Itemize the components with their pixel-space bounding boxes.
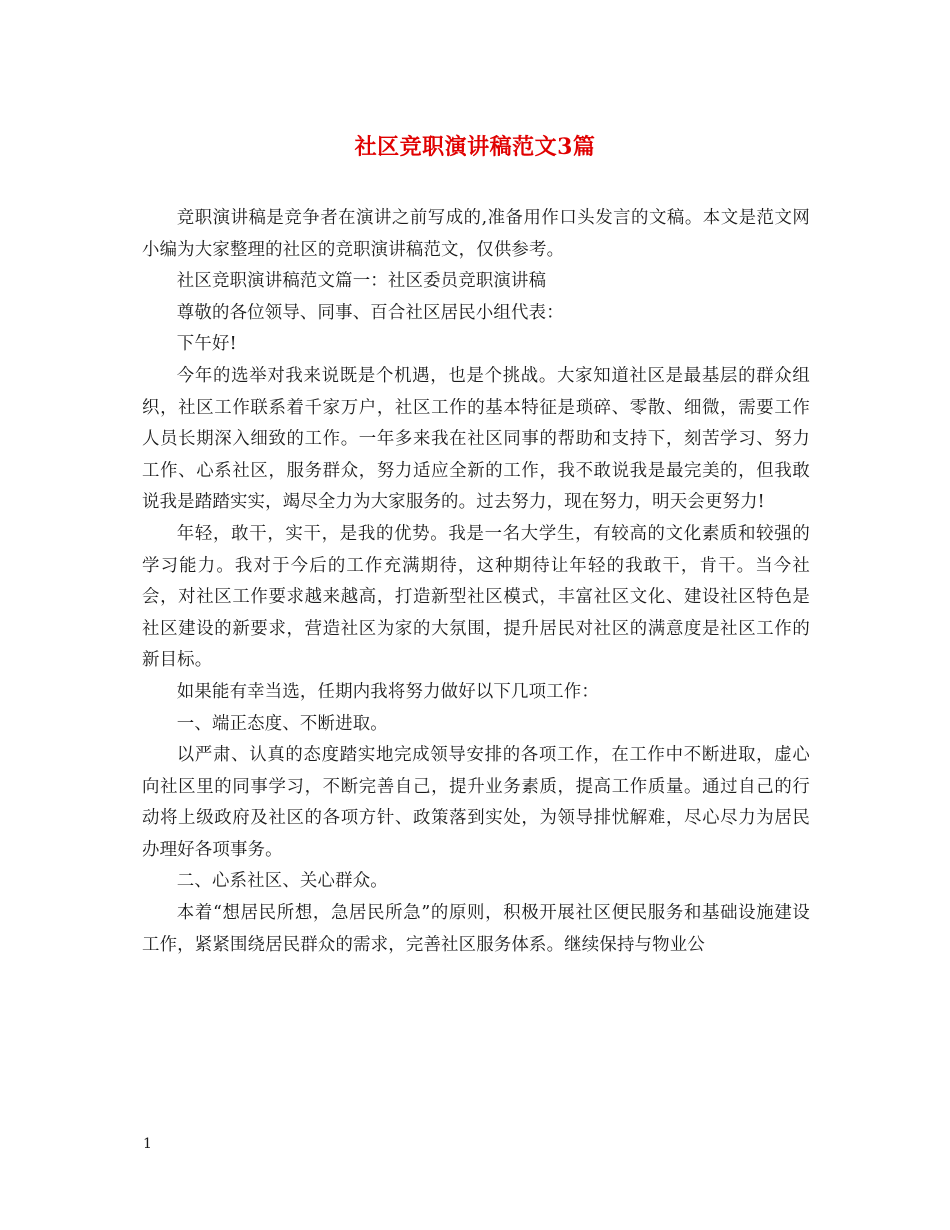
paragraph-point-two-heading: 二、心系社区、关心群众。 [176, 871, 388, 892]
document-body [142, 203, 810, 961]
page-number: 1 [143, 1136, 152, 1152]
paragraph-salutation: 尊敬的各位领导、同事、百合社区居民小组代表： [176, 302, 564, 323]
paragraph-intro: 竞职演讲稿是竞争者在演讲之前写成的,准备用作口头发言的文稿。本文是范文网小编为大家整理的社区的竞职演讲稿范文，仅供参考。 [142, 208, 810, 260]
paragraph-section-heading: 社区竞职演讲稿范文篇一：社区委员竞职演讲稿 [176, 271, 547, 292]
paragraph-advantages: 年轻，敢干，实干，是我的优势。我是一名大学生，有较高的文化素质和较强的学习能力。我对于今后的工作充满期待，这种期待让年轻的我敢干，肯干。当今社会，对社区工作要求越来越高，打造新型社区模式，丰富社区文化、建设社区特色是社区建设的新要求，营造社区为家的大氛围，提升居民对社区的满意度是社区工作的新目标。 [142, 523, 810, 671]
document-title: 社区竞职演讲稿范文3篇 [354, 134, 596, 160]
paragraph-plan-intro: 如果能有幸当选，任期内我将努力做好以下几项工作： [176, 681, 599, 702]
paragraph-election: 今年的选举对我来说既是个机遇，也是个挑战。大家知道社区是最基层的群众组织，社区工作联系着千家万户，社区工作的基本特征是琐碎、零散、细微，需要工作人员长期深入细致的工作。一年多来我在社区同事的帮助和支持下，刻苦学习、努力工作、心系社区，服务群众，努力适应全新的工作，我不敢说我是最完美的，但我敢说我是踏踏实实，竭尽全力为大家服务的。过去努力，现在努力，明天会更努力! [142, 365, 810, 513]
paragraph-point-one-heading: 一、端正态度、不断进取。 [176, 713, 388, 734]
paragraph-greeting: 下午好! [176, 334, 237, 355]
paragraph-point-one-body: 以严肃、认真的态度踏实地完成领导安排的各项工作，在工作中不断进取，虚心向社区里的同事学习，不断完善自己，提升业务素质，提高工作质量。通过自己的行动将上级政府及社区的各项方针、政策落到实处，为领导排忧解难，尽心尽力为居民办理好各项事务。 [142, 745, 810, 860]
paragraph-point-two-body: 本着“想居民所想，急居民所急”的原则，积极开展社区便民服务和基础设施建设工作，紧紧围绕居民群众的需求，完善社区服务体系。继续保持与物业公 [142, 903, 810, 955]
